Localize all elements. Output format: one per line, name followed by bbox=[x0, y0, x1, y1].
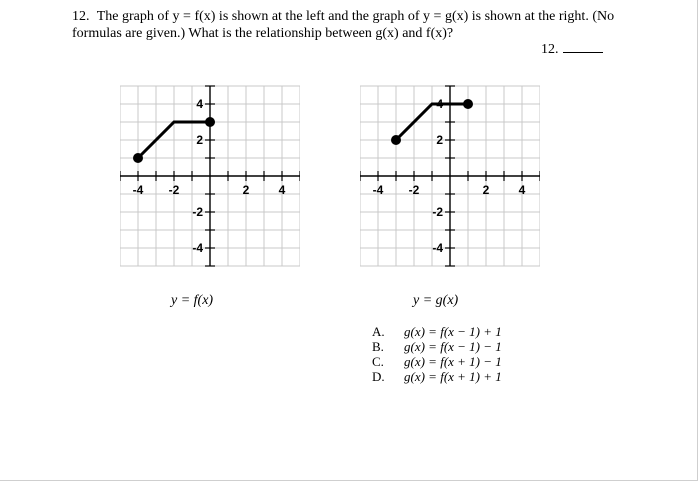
x-tick-label: 2 bbox=[242, 183, 250, 197]
question-number: 12. bbox=[72, 9, 90, 24]
x-tick-label: 4 bbox=[518, 183, 526, 197]
endpoint-dot bbox=[133, 153, 143, 163]
choice-letter: C. bbox=[372, 354, 384, 369]
choice-text: g(x) = f(x + 1) + 1 bbox=[404, 369, 502, 384]
caption-g: y = g(x) bbox=[413, 293, 459, 308]
y-tick-label: -2 bbox=[192, 205, 203, 219]
answer-line[interactable] bbox=[563, 40, 603, 53]
question-text bbox=[72, 8, 632, 42]
endpoint-dot bbox=[391, 135, 401, 145]
x-tick-label: -4 bbox=[372, 183, 384, 197]
choice-d[interactable] bbox=[372, 369, 502, 384]
y-tick-label: 2 bbox=[196, 133, 203, 147]
y-tick-label: 4 bbox=[436, 97, 443, 111]
x-tick-label: 2 bbox=[482, 183, 490, 197]
answer-choices bbox=[372, 324, 502, 384]
y-tick-label: -4 bbox=[192, 241, 203, 255]
graph-g bbox=[360, 76, 540, 276]
choice-a[interactable] bbox=[372, 324, 502, 339]
y-tick-label: 2 bbox=[436, 133, 443, 147]
choice-letter: D. bbox=[372, 369, 385, 384]
endpoint-dot bbox=[205, 117, 215, 127]
choice-b[interactable] bbox=[372, 339, 502, 354]
graph-f bbox=[120, 76, 300, 276]
y-tick-label: 4 bbox=[196, 97, 203, 111]
endpoint-dot bbox=[463, 99, 473, 109]
x-tick-label: -4 bbox=[132, 183, 144, 197]
y-tick-label: -4 bbox=[432, 241, 443, 255]
caption-f: y = f(x) bbox=[171, 293, 214, 308]
choice-text: g(x) = f(x − 1) − 1 bbox=[404, 339, 502, 354]
y-tick-label: -2 bbox=[432, 205, 443, 219]
answer-blank bbox=[541, 40, 603, 58]
answer-label: 12. bbox=[541, 42, 559, 57]
question-prompt: The graph of y = f(x) is shown at the left and the graph of y = g(x) is shown at the right. (No formulas are given.) What is the relationship between g(x) and f(x)? bbox=[72, 9, 615, 41]
choice-text: g(x) = f(x − 1) + 1 bbox=[404, 324, 502, 339]
choice-letter: A. bbox=[372, 324, 385, 339]
choice-letter: B. bbox=[372, 339, 384, 354]
choice-c[interactable] bbox=[372, 354, 502, 369]
choice-text: g(x) = f(x + 1) − 1 bbox=[404, 354, 502, 369]
x-tick-label: -2 bbox=[408, 183, 420, 197]
x-tick-label: -2 bbox=[168, 183, 180, 197]
x-tick-label: 4 bbox=[278, 183, 286, 197]
